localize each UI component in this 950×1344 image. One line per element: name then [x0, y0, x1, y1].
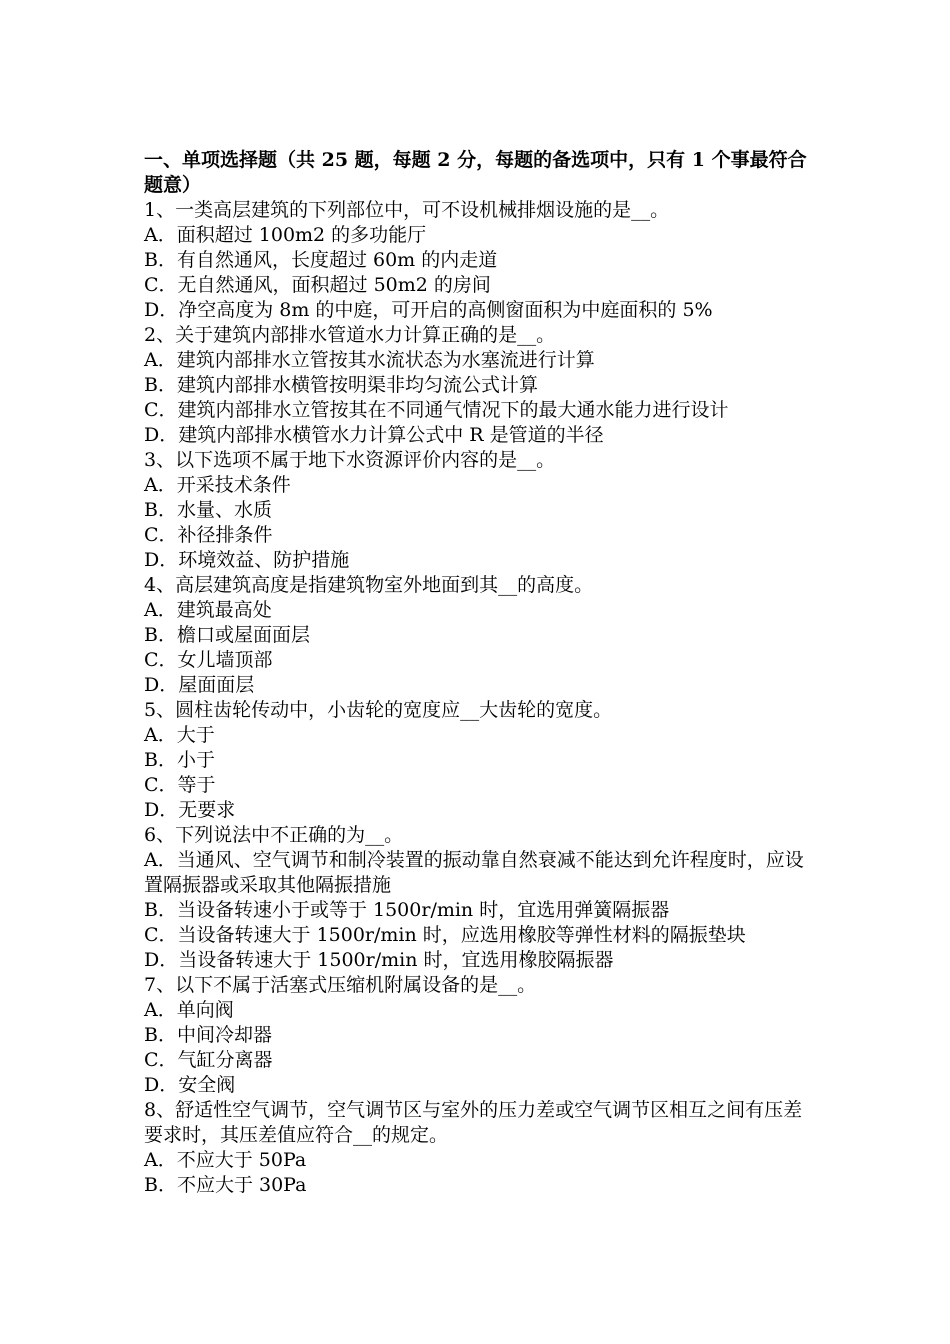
answer-option: A．面积超过 100m2 的多功能厅	[144, 224, 427, 246]
document-page	[144, 148, 814, 1198]
answer-option: A．建筑内部排水立管按其水流状态为水塞流进行计算	[144, 349, 595, 371]
answer-option: B．不应大于 30Pa	[144, 1174, 307, 1196]
answer-option: D．屋面面层	[144, 674, 255, 696]
answer-option: B．小于	[144, 749, 215, 771]
answer-option: C．女儿墙顶部	[144, 649, 273, 671]
answer-option: B．当设备转速小于或等于 1500r/min 时，宜选用弹簧隔振器	[144, 899, 670, 921]
question-item	[144, 1098, 814, 1198]
answer-option: B．中间冷却器	[144, 1024, 272, 1046]
answer-option: D．环境效益、防护措施	[144, 549, 350, 571]
question-text: 7、以下不属于活塞式压缩机附属设备的是__。	[144, 974, 537, 996]
answer-option: C．建筑内部排水立管按其在不同通气情况下的最大通水能力进行设计	[144, 399, 729, 421]
answer-option: C．等于	[144, 774, 216, 796]
answer-option: A．单向阀	[144, 999, 234, 1021]
answer-option: D．安全阀	[144, 1074, 236, 1096]
question-text: 8、舒适性空气调节，空气调节区与室外的压力差或空气调节区相互之间有压差要求时，其压差值应符合__的规定。	[144, 1099, 803, 1146]
section-title: 一、单项选择题（共 25 题，每题 2 分，每题的备选项中，只有 1 个事最符合题意）	[144, 149, 807, 196]
answer-option: B．有自然通风，长度超过 60m 的内走道	[144, 249, 498, 271]
answer-option: D．当设备转速大于 1500r/min 时，宜选用橡胶隔振器	[144, 949, 614, 971]
question-item	[144, 823, 814, 973]
answer-option: C．补径排条件	[144, 524, 273, 546]
answer-option: C．当设备转速大于 1500r/min 时，应选用橡胶等弹性材料的隔振垫块	[144, 924, 746, 946]
answer-option: A．大于	[144, 724, 215, 746]
question-item	[144, 198, 814, 323]
question-item	[144, 698, 814, 823]
answer-option: D．无要求	[144, 799, 236, 821]
question-item	[144, 973, 814, 1098]
question-text: 3、以下选项不属于地下水资源评价内容的是__。	[144, 449, 556, 471]
question-item	[144, 573, 814, 698]
answer-option: B．建筑内部排水横管按明渠非均匀流公式计算	[144, 374, 538, 396]
answer-option: A．当通风、空气调节和制冷装置的振动靠自然衰减不能达到允许程度时，应设置隔振器或采取其他隔振措施	[144, 849, 804, 896]
question-text: 2、关于建筑内部排水管道水力计算正确的是__。	[144, 324, 556, 346]
answer-option: D．净空高度为 8m 的中庭，可开启的高侧窗面积为中庭面积的 5%	[144, 299, 713, 321]
answer-option: A．不应大于 50Pa	[144, 1149, 307, 1171]
answer-option: B．水量、水质	[144, 499, 272, 521]
answer-option: A．建筑最高处	[144, 599, 272, 621]
question-text: 1、一类高层建筑的下列部位中，可不设机械排烟设施的是__。	[144, 199, 670, 221]
question-text: 5、圆柱齿轮传动中，小齿轮的宽度应__大齿轮的宽度。	[144, 699, 613, 721]
answer-option: B．檐口或屋面面层	[144, 624, 310, 646]
question-item	[144, 323, 814, 448]
question-text: 6、下列说法中不正确的为__。	[144, 824, 404, 846]
answer-option: A．开采技术条件	[144, 474, 291, 496]
question-item	[144, 448, 814, 573]
answer-option: C．无自然通风，面积超过 50m2 的房间	[144, 274, 491, 296]
question-text: 4、高层建筑高度是指建筑物室外地面到其__的高度。	[144, 574, 594, 596]
question-list	[144, 198, 814, 1198]
answer-option: D．建筑内部排水横管水力计算公式中 R 是管道的半径	[144, 424, 604, 446]
answer-option: C．气缸分离器	[144, 1049, 273, 1071]
